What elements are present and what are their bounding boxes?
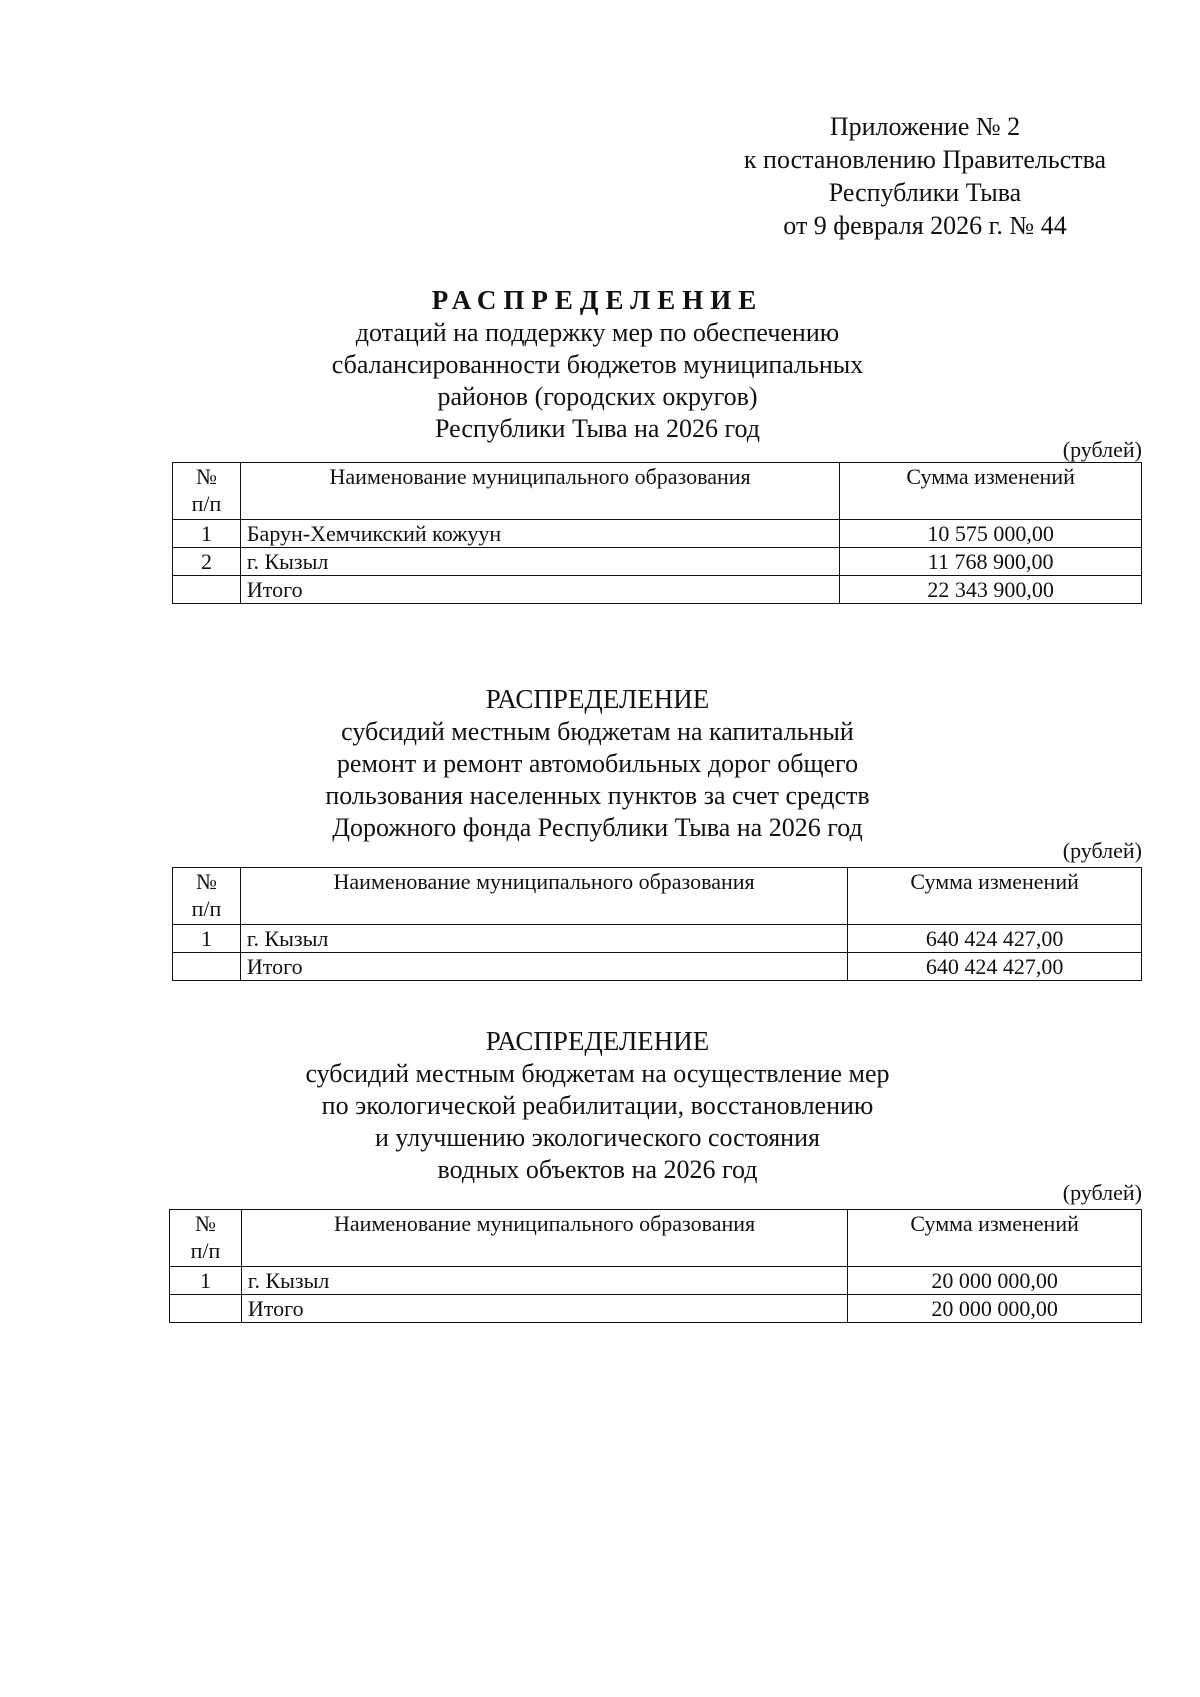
table-row: [173, 520, 1142, 548]
header-num-line: п/п: [191, 896, 222, 921]
unit-label: (рублей): [1062, 437, 1142, 462]
section-subtitle-line: районов (городских округов): [437, 382, 758, 411]
appendix-line: Приложение № 2: [829, 112, 1021, 141]
cell-sum: 11 768 900,00: [840, 548, 1142, 576]
header-num: [173, 868, 241, 925]
table-header-row: [173, 463, 1142, 520]
section-subtitle-line: субсидий местным бюджетам на капитальный: [341, 717, 854, 746]
distribution-table-1: [172, 462, 1142, 604]
section-subtitle-line: и улучшению экологического состояния: [375, 1123, 820, 1152]
table-header-row: [170, 1210, 1142, 1267]
header-num-line: п/п: [190, 1238, 221, 1263]
header-num-line: №: [195, 464, 217, 489]
table-row: [173, 548, 1142, 576]
cell-name: г. Кызыл: [240, 548, 839, 576]
cell-sum: 20 000 000,00: [848, 1267, 1142, 1295]
cell-sum: 20 000 000,00: [848, 1295, 1142, 1323]
section-subtitle-line: ремонт и ремонт автомобильных дорог общего: [336, 749, 859, 778]
unit-label: (рублей): [1062, 1180, 1142, 1205]
cell-num: [170, 1295, 242, 1323]
header-name: Наименование муниципального образования: [240, 868, 847, 925]
cell-num: [173, 576, 241, 604]
header-num: [173, 463, 241, 520]
distribution-section-2: [0, 682, 1200, 844]
header-name: Наименование муниципального образования: [240, 463, 839, 520]
header-name: Наименование муниципального образования: [241, 1210, 847, 1267]
table-row-total: [173, 576, 1142, 604]
table-row-total: [173, 953, 1142, 981]
appendix-block: [690, 110, 1160, 242]
table-row: [173, 925, 1142, 953]
section-title: РАСПРЕДЕЛЕНИЕ: [485, 684, 710, 714]
header-num-line: №: [195, 869, 217, 894]
cell-sum: 22 343 900,00: [840, 576, 1142, 604]
cell-num: [173, 953, 241, 981]
appendix-line: от 9 февраля 2026 г. № 44: [783, 211, 1067, 240]
section-title: РАСПРЕДЕЛЕНИЕ: [431, 285, 764, 315]
section-subtitle-line: водных объектов на 2026 год: [437, 1155, 758, 1184]
cell-name: Итого: [241, 1295, 847, 1323]
appendix-line: Республики Тыва: [828, 178, 1022, 207]
section-subtitle-line: Республики Тыва на 2026 год: [435, 414, 760, 443]
table-row-total: [170, 1295, 1142, 1323]
cell-sum: 640 424 427,00: [848, 953, 1142, 981]
cell-num: 1: [170, 1267, 242, 1295]
section-heading: [0, 283, 1200, 445]
header-sum: Сумма изменений: [848, 1210, 1142, 1267]
section-subtitle-line: Дорожного фонда Республики Тыва на 2026 год: [332, 813, 863, 842]
unit-label: (рублей): [1062, 838, 1142, 863]
table-row: [170, 1267, 1142, 1295]
section-subtitle-line: пользования населенных пунктов за счет средств: [325, 781, 870, 810]
cell-name: Барун-Хемчикский кожуун: [240, 520, 839, 548]
cell-name: г. Кызыл: [241, 1267, 847, 1295]
distribution-table-3: [169, 1209, 1142, 1323]
section-subtitle-line: по экологической реабилитации, восстановлению: [321, 1091, 874, 1120]
distribution-section-3: [0, 1024, 1200, 1186]
header-num-line: п/п: [191, 491, 222, 516]
cell-name: Итого: [240, 576, 839, 604]
cell-num: 1: [173, 520, 241, 548]
distribution-table-2: [172, 867, 1142, 981]
cell-name: Итого: [240, 953, 847, 981]
table-header-row: [173, 868, 1142, 925]
cell-name: г. Кызыл: [240, 925, 847, 953]
cell-sum: 640 424 427,00: [848, 925, 1142, 953]
section-subtitle-line: субсидий местным бюджетам на осуществление мер: [305, 1059, 890, 1088]
header-num: [170, 1210, 242, 1267]
cell-num: 1: [173, 925, 241, 953]
section-heading: [0, 682, 1200, 844]
cell-num: 2: [173, 548, 241, 576]
section-title: РАСПРЕДЕЛЕНИЕ: [485, 1026, 710, 1056]
header-num-line: №: [194, 1211, 216, 1236]
section-heading: [0, 1024, 1200, 1186]
section-subtitle-line: сбалансированности бюджетов муниципальных: [331, 350, 864, 379]
appendix-line: к постановлению Правительства: [743, 145, 1107, 174]
distribution-section-1: [0, 283, 1200, 445]
header-sum: Сумма изменений: [848, 868, 1142, 925]
cell-sum: 10 575 000,00: [840, 520, 1142, 548]
section-subtitle-line: дотаций на поддержку мер по обеспечению: [355, 318, 840, 347]
header-sum: Сумма изменений: [840, 463, 1142, 520]
